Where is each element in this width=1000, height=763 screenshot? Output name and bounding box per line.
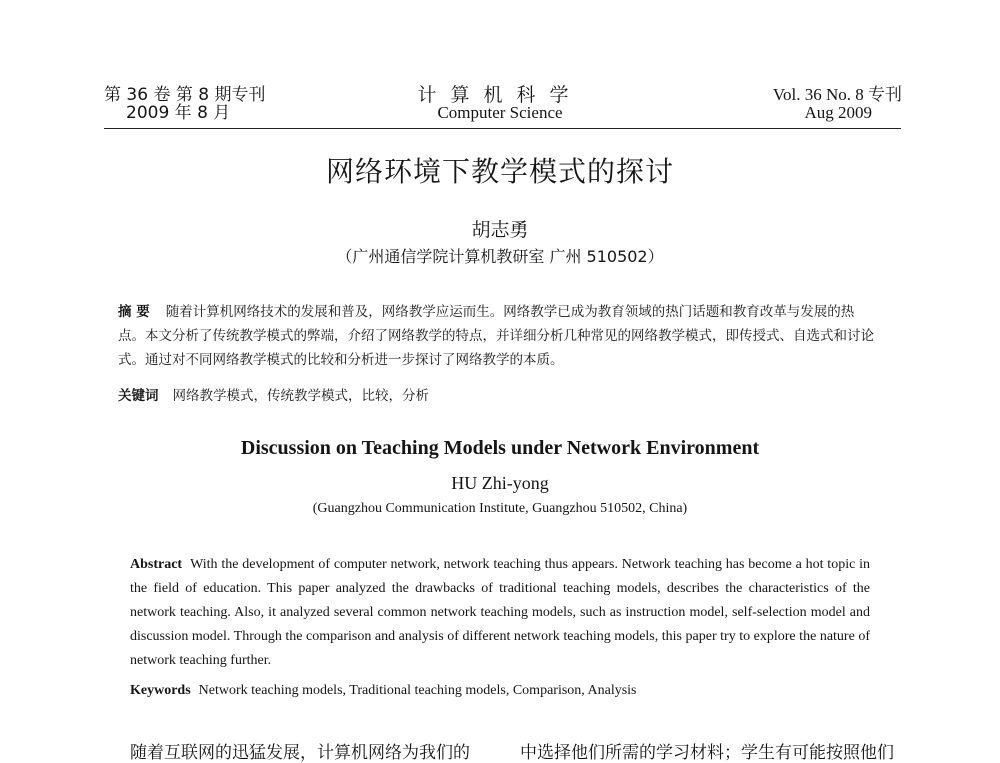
author-name-cn: 胡志勇: [471, 219, 529, 241]
volume-number-en: Vol. 36 No. 8 专刊: [772, 85, 902, 104]
journal-volume-en: [773, 86, 902, 122]
keywords-en-text: Network teaching models, Traditional teaching models, Comparison, Analysis: [198, 683, 637, 698]
body-text-left-column: 随着互联网的迅猛发展，计算机网络为我们的: [130, 743, 470, 763]
abstract-en-label: Abstract: [130, 557, 183, 572]
publication-date-cn: 2009 年 8 月: [126, 103, 231, 123]
header-rule: [104, 128, 901, 129]
keywords-cn: [118, 384, 878, 404]
keywords-cn-text: 网络教学模式，传统教学模式，比较，分析: [172, 388, 429, 404]
abstract-en: [130, 553, 870, 673]
paper-title-en: Discussion on Teaching Models under Network Environment: [240, 437, 760, 459]
abstract-cn: [118, 300, 878, 372]
keywords-cn-label: 关键词: [118, 388, 159, 404]
publication-date-en: Aug 2009: [804, 103, 872, 122]
body-text-right-column: 中选择他们所需的学习材料；学生有可能按照他们: [520, 743, 894, 763]
keywords-en-label: Keywords: [130, 683, 191, 698]
volume-issue: 第 36 卷 第 8 期专刊: [104, 85, 266, 105]
journal-name-cn: 计算机科学: [417, 84, 583, 106]
keywords-en: [130, 683, 870, 699]
affiliation-en: (Guangzhou Communication Institute, Guangzhou 510502, China): [312, 501, 688, 516]
abstract-cn-text: 随着计算机网络技术的发展和普及，网络教学应运而生。网络教学已成为教育领域的热门话题和教育改革与发展的热点。本文分析了传统教学模式的弊端，介绍了网络教学的特点，并详细分析几种常见的网络教学模式，即传授式、自选式和讨论式。通过对不同网络教学模式的比较和分析进一步探讨了网络教学的本质。: [118, 304, 874, 368]
author-name-en: HU Zhi-yong: [451, 473, 549, 493]
affiliation-cn: （广州通信学院计算机教研室 广州 510502）: [336, 247, 664, 266]
abstract-en-text: With the development of computer network, network teaching thus appears. Network teaching has become a hot topic in the field of education. This paper analyzed the drawbacks of traditional teaching models, describes the characteristics of the network teaching. Also, it analyzed several common network teaching models, such as instruction model, self-selection model and discussion model. Through the comparison and analysis of different network teaching models, this paper try to explore the nature of network teaching further.: [130, 557, 870, 668]
paper-title-cn: 网络环境下教学模式的探讨: [325, 155, 674, 188]
abstract-cn-label: 摘 要: [118, 304, 150, 320]
journal-name-en: Computer Science: [437, 103, 563, 122]
